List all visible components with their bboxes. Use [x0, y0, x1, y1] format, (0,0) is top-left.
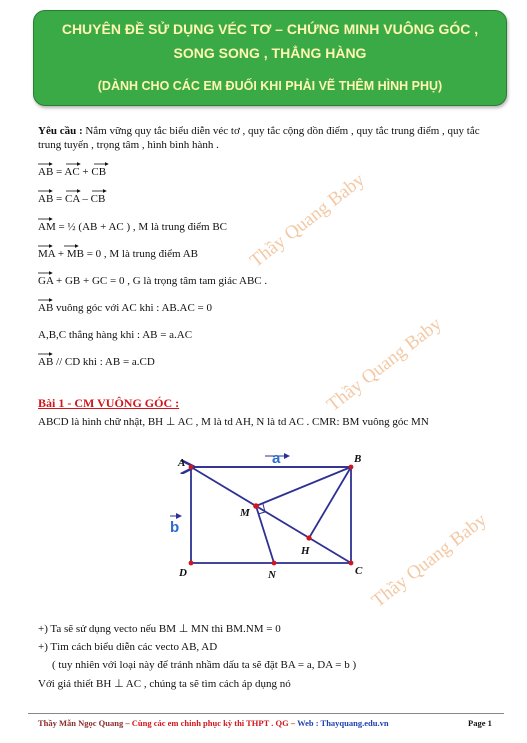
label-h: H: [301, 545, 310, 557]
exercise-title: Bài 1 - CM VUÔNG GÓC :: [38, 396, 180, 410]
rule-3: AM = ½ (AB + AC ) , M là trung điểm BC: [38, 221, 228, 233]
watermark-3: Thầy Quang Baby: [367, 509, 491, 612]
rule-6: AB vuông góc với AC khi : AB.AC = 0: [38, 302, 212, 314]
footer-slogan: Cùng các em chinh phục kỳ thi THPT . QG –: [131, 718, 298, 728]
diagonal-ac: [191, 467, 351, 563]
footer-divider: [28, 713, 504, 714]
rule-1: AB = AC + CB: [38, 166, 107, 178]
label-vector-a: a: [272, 450, 281, 467]
footer-text: [38, 718, 389, 728]
point-b: [349, 465, 354, 470]
point-a: [189, 465, 194, 470]
requirement-label: Yêu cầu :: [38, 125, 83, 137]
footer-website[interactable]: Web : Thayquang.edu.vn: [297, 718, 389, 728]
solution-line-2: +) Tìm cách biểu diễn các vecto AB, AD: [38, 641, 218, 653]
rule-2: AB = CA – CB: [38, 193, 106, 205]
label-d: D: [179, 567, 187, 579]
point-d: [189, 561, 194, 566]
label-n: N: [268, 569, 276, 581]
point-c: [349, 561, 354, 566]
footer-author: Thầy Mẫn Ngọc Quang –: [38, 718, 132, 728]
watermark-2: Thầy Quang Baby: [322, 313, 446, 416]
rule-5: GA + GB + GC = 0 , G là trọng tâm tam giác ABC .: [38, 275, 268, 287]
point-m: [253, 503, 259, 509]
point-n: [272, 561, 277, 566]
banner-subtitle: (DÀNH CHO CÁC EM ĐUỐI KHI PHẢI VẼ THÊM HÌNH PHỤ): [97, 79, 443, 93]
solution-line-3: ( tuy nhiên với loại này để tránh nhầm dấu ta sẽ đặt BA = a, DA = b ): [52, 659, 357, 671]
banner-title-line1: CHUYÊN ĐỀ SỬ DỤNG VÉC TƠ – CHỨNG MINH VUÔNG GÓC ,: [61, 21, 479, 37]
exercise-statement: ABCD là hình chữ nhật, BH ⊥ AC , M là td AH, N là td AC . CMR: BM vuông góc MN: [38, 416, 429, 428]
label-b: B: [354, 453, 362, 465]
page-number: Page 1: [468, 718, 492, 728]
label-a: A: [178, 457, 186, 469]
requirement-text: Nắm vững quy tắc biểu diễn véc tơ , quy tắc cộng dồn điểm , quy tắc trung điểm , quy tắc trung tuyến , trọng tâm , hình bình hành .: [38, 125, 480, 151]
banner-title-line2: SONG SONG , THẲNG HÀNG: [173, 45, 367, 61]
point-h: [306, 535, 311, 540]
segment-bh: [309, 467, 351, 538]
watermark-1: Thầy Quang Baby: [245, 169, 369, 272]
rule-7: A,B,C thẳng hàng khi : AB = a.AC: [38, 329, 193, 341]
label-vector-b: b: [170, 519, 180, 536]
solution-line-1: +) Ta sẽ sử dụng vecto nếu BM ⊥ MN thì BM.NM = 0: [38, 623, 281, 635]
segment-bm: [256, 467, 351, 506]
label-m: M: [240, 507, 250, 519]
solution-line-4: Với giả thiết BH ⊥ AC , chúng ta sẽ tìm cách áp dụng nó: [38, 678, 291, 690]
label-c: C: [355, 565, 363, 577]
rule-8: AB // CD khi : AB = a.CD: [38, 356, 155, 368]
rule-4: MA + MB = 0 , M là trung điểm AB: [38, 248, 198, 260]
